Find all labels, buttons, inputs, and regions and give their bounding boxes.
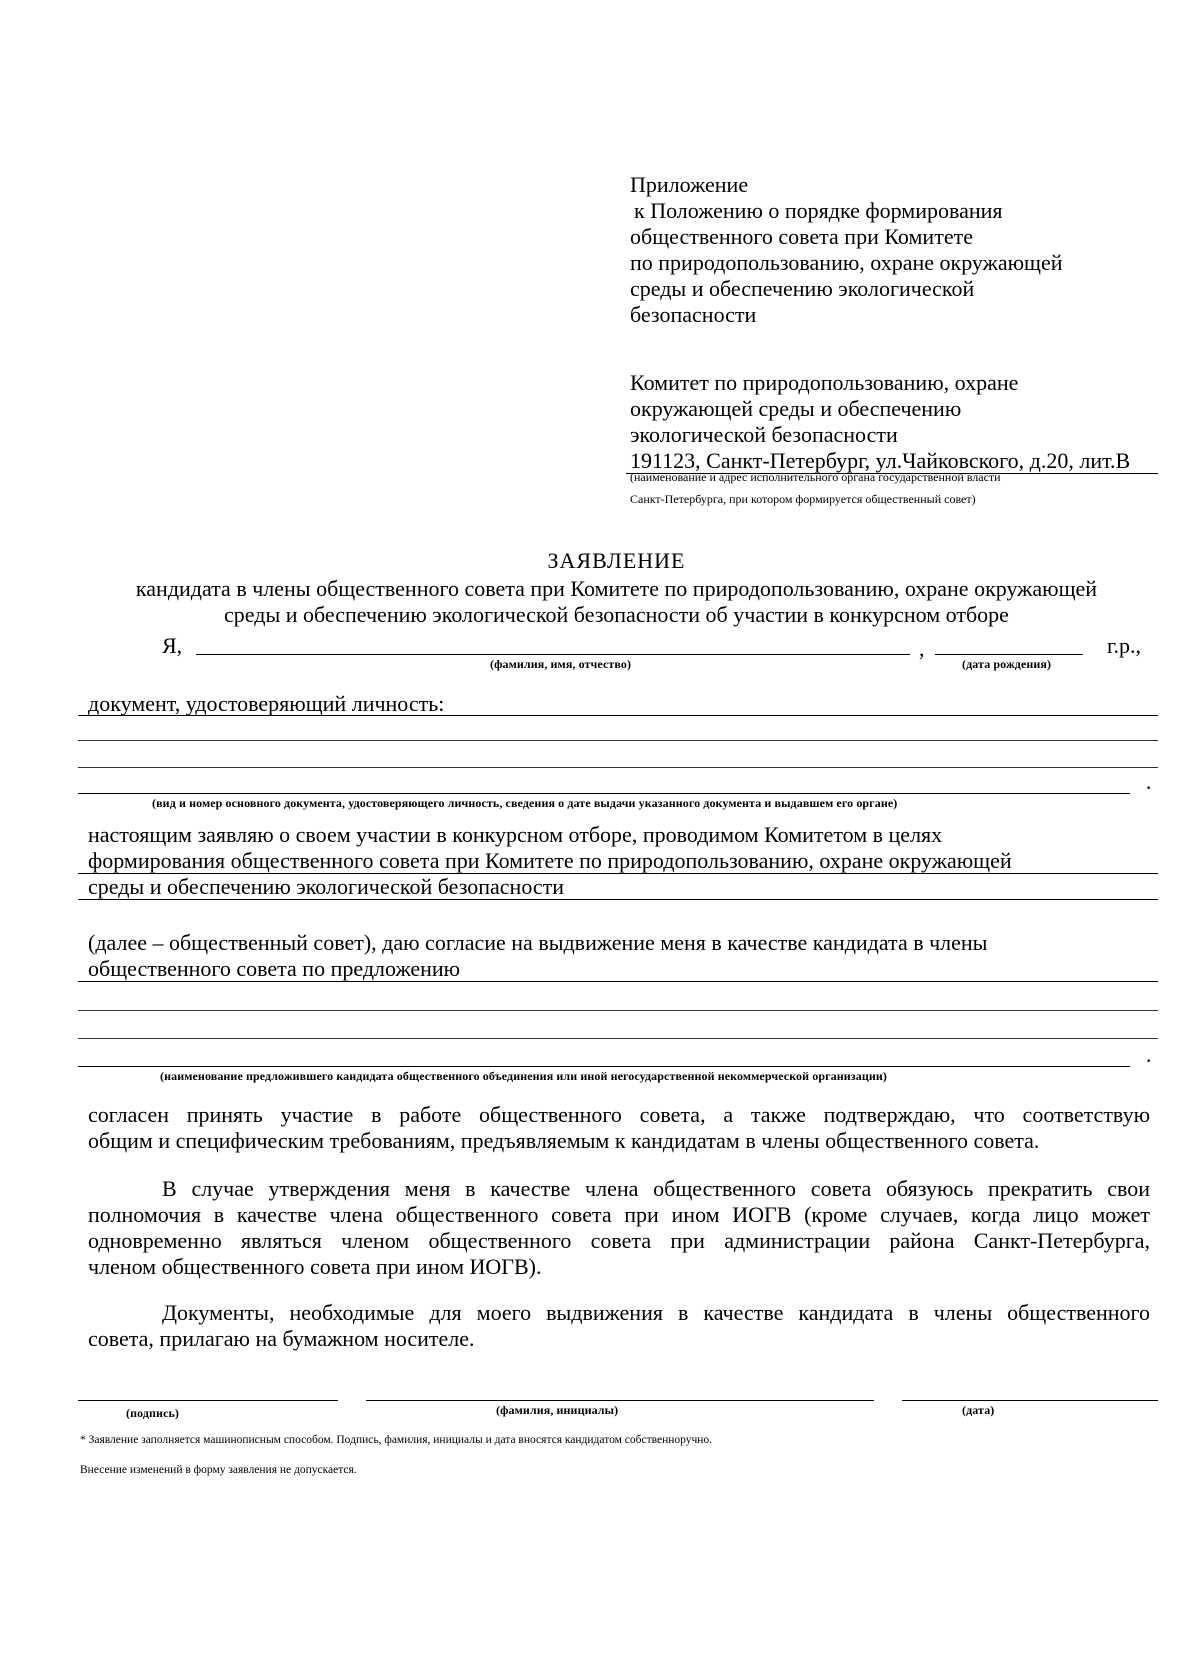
addressee-line: окружающей среды и обеспечению bbox=[630, 396, 962, 421]
nominator-field-line[interactable] bbox=[78, 1010, 1158, 1011]
paragraph-line: одновременно являться членом общественного совета при администрации района Санкт-Петербурга, bbox=[88, 1228, 1150, 1253]
birth-date-caption: (дата рождения) bbox=[962, 657, 1052, 671]
identity-field-line[interactable] bbox=[78, 715, 1158, 716]
consent-line: общественного совета по предложению bbox=[88, 956, 461, 981]
paragraph-line: совета, прилагаю на бумажном носителе. bbox=[88, 1326, 475, 1351]
participation-underline bbox=[78, 899, 1158, 900]
signature-caption: (подпись) bbox=[126, 1406, 180, 1420]
paragraph-line: общим и специфическим требованиям, предъявляемым к кандидатам в члены общественного совета. bbox=[88, 1128, 1040, 1153]
signature-field[interactable] bbox=[78, 1400, 338, 1401]
identity-field-line[interactable] bbox=[78, 740, 1158, 741]
birth-date-field[interactable] bbox=[935, 654, 1083, 655]
full-name-caption: (фамилия, имя, отчество) bbox=[490, 657, 632, 671]
identity-caption: (вид и номер основного документа, удостоверяющего личность, сведения о дате выдачи указанного документа и выдавшем его органе) bbox=[152, 796, 898, 810]
identity-end-mark: · bbox=[1145, 775, 1153, 800]
paragraph-line: Документы, необходимые для моего выдвижения в качестве кандидата в члены общественного bbox=[162, 1300, 1150, 1325]
signer-name-caption: (фамилия, инициалы) bbox=[496, 1403, 619, 1417]
participation-line: формирования общественного совета при Комитете по природопользованию, охране окружающей bbox=[88, 848, 1012, 873]
consent-end-mark: · bbox=[1145, 1048, 1153, 1073]
addressee-line: Комитет по природопользованию, охране bbox=[630, 370, 1019, 395]
document-subtitle: кандидата в члены общественного совета при Комитете по природопользованию, охране окружающей bbox=[135, 576, 1098, 601]
nominator-field-line[interactable] bbox=[78, 1066, 1130, 1067]
nominator-field-line[interactable] bbox=[78, 1038, 1158, 1039]
nominator-caption: (наименование предложившего кандидата общественного объединения или иной негосударственной некоммерческой организации) bbox=[160, 1069, 887, 1083]
document-title: ЗАЯВЛЕНИЕ bbox=[547, 548, 686, 573]
applicant-suffix: г.р., bbox=[1107, 633, 1142, 658]
participation-line: настоящим заявляю о своем участии в конкурсном отборе, проводимом Комитетом в целях bbox=[88, 822, 943, 847]
appendix-line: к Положению о порядке формирования bbox=[634, 198, 1003, 223]
applicant-comma: , bbox=[919, 636, 925, 661]
appendix-line: Приложение bbox=[630, 172, 749, 197]
paragraph-line: согласен принять участие в работе общественного совета, а также подтверждаю, что соответствую bbox=[88, 1102, 1150, 1127]
addressee-line: экологической безопасности bbox=[630, 422, 898, 447]
applicant-prefix: Я, bbox=[162, 633, 183, 658]
addressee-caption: Санкт-Петербурга, при котором формируется общественный совет) bbox=[630, 492, 976, 506]
addressee-caption: (наименование и адрес исполнительного органа государственной власти bbox=[630, 470, 1001, 484]
footnote: Внесение изменений в форму заявления не допускается. bbox=[80, 1464, 357, 1476]
paragraph-line: полномочия в качестве члена общественного совета при ином ИОГВ (кроме случаев, когда лицо может bbox=[88, 1202, 1150, 1227]
signature-date-caption: (дата) bbox=[962, 1403, 995, 1417]
footnote: * Заявление заполняется машинописным способом. Подпись, фамилия, инициалы и дата вносятся кандидатом собственноручно. bbox=[80, 1434, 713, 1446]
full-name-field[interactable] bbox=[196, 654, 910, 655]
participation-line: среды и обеспечению экологической безопасности bbox=[88, 874, 565, 899]
identity-field-line[interactable] bbox=[78, 793, 1130, 794]
addressee-address: 191123, Санкт-Петербург, ул.Чайковского, д.20, лит.В bbox=[630, 448, 1131, 473]
signature-date-field[interactable] bbox=[902, 1400, 1158, 1401]
consent-line: (далее – общественный совет), даю согласие на выдвижение меня в качестве кандидата в члены bbox=[88, 930, 988, 955]
appendix-line: по природопользованию, охране окружающей bbox=[630, 250, 1063, 275]
appendix-line: среды и обеспечению экологической bbox=[630, 276, 975, 301]
signer-name-field[interactable] bbox=[366, 1400, 874, 1401]
paragraph-line: членом общественного совета при ином ИОГВ). bbox=[88, 1254, 542, 1279]
paragraph-line: В случае утверждения меня в качестве члена общественного совета обязуюсь прекратить свои bbox=[162, 1176, 1150, 1201]
appendix-line: безопасности bbox=[630, 302, 757, 327]
document-subtitle: среды и обеспечению экологической безопасности об участии в конкурсном отборе bbox=[224, 602, 1009, 627]
nominator-field-line[interactable] bbox=[78, 981, 1158, 982]
appendix-line: общественного совета при Комитете bbox=[630, 224, 973, 249]
identity-label: документ, удостоверяющий личность: bbox=[88, 691, 445, 716]
identity-field-line[interactable] bbox=[78, 767, 1158, 768]
